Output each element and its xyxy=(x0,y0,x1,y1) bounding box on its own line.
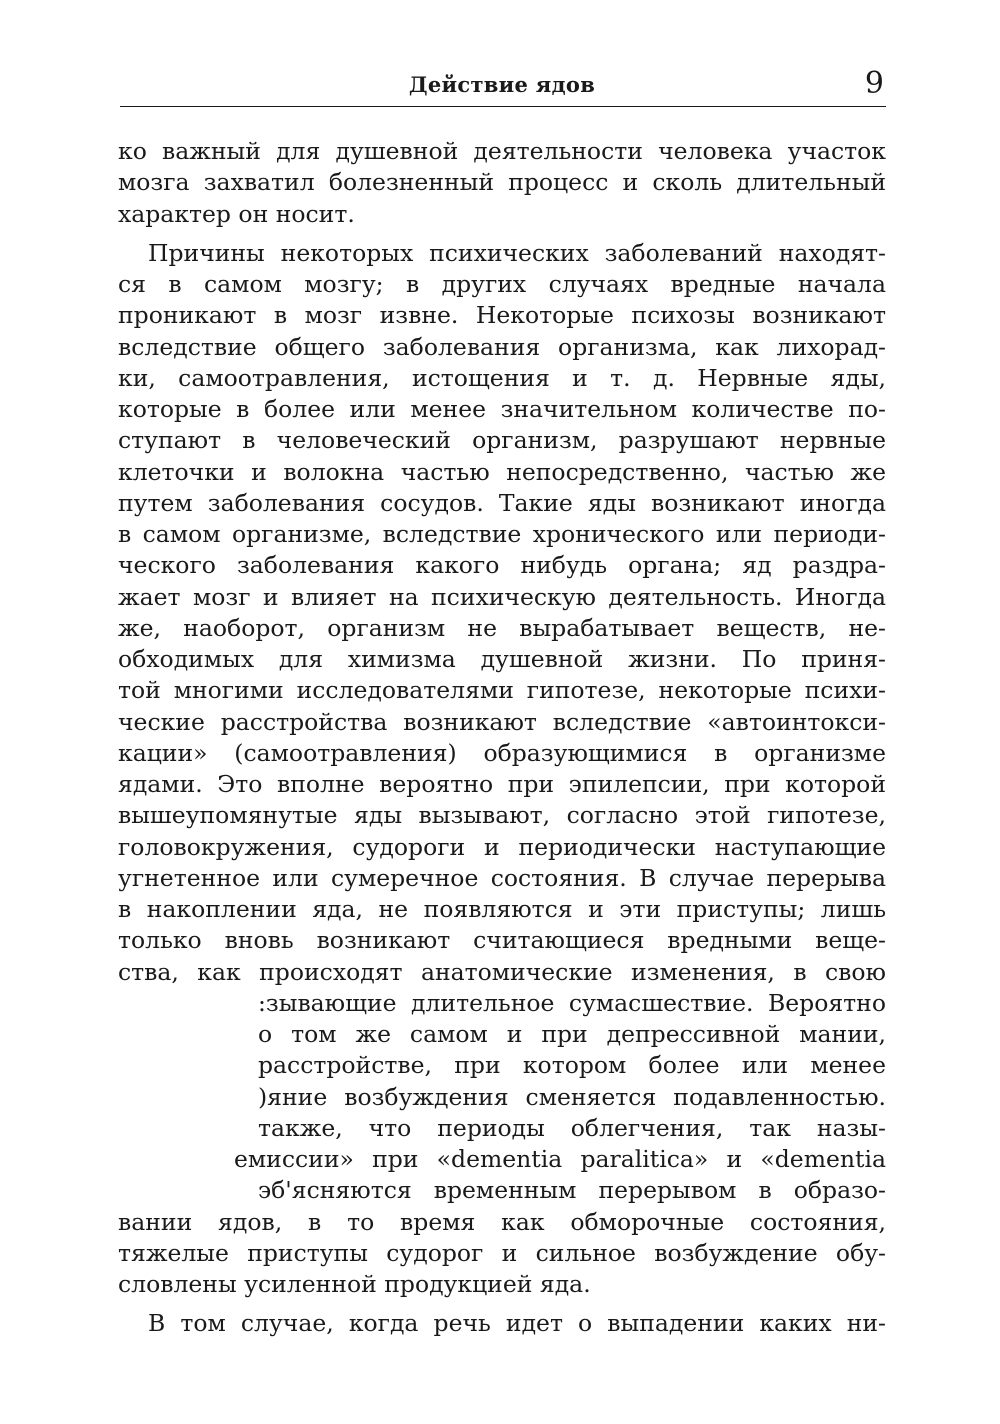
text-line: в накоплении яда, не появляются и эти приступы; лишь xyxy=(118,895,886,923)
text-line: ства, как происходят анатомические изменения, в свою xyxy=(118,957,886,986)
text-line-damaged: о том же самом и при депрессивной мании, xyxy=(258,1020,886,1048)
text-line: жает мозг и влияет на психическую деятельность. Иногда xyxy=(118,582,886,611)
text-line-damaged: эб'ясняются временным перерывом в образо- xyxy=(258,1176,886,1205)
text-line: проникают в мозг извне. Некоторые психозы возникают xyxy=(118,301,886,330)
text-line: Причины некоторых психических заболеваний находят- xyxy=(148,238,886,267)
text-line: словлены усиленной продукцией яда. xyxy=(118,1270,591,1298)
text-line: вышеупомянутые яды вызывают, согласно этой гипотезе, xyxy=(118,801,886,830)
text-line-damaged: также, что периоды облегчения, так назы- xyxy=(258,1113,886,1142)
text-line: кации» (самоотравления) образующимися в организме xyxy=(118,738,886,767)
text-line: характер он носит. xyxy=(118,199,355,228)
running-title: Действие ядов xyxy=(408,72,596,97)
text-line: в самом организме, вследствие хронического или периоди- xyxy=(118,520,886,548)
book-page xyxy=(118,62,886,1340)
text-line: ко важный для душевной деятельности человека участок xyxy=(118,137,886,165)
text-line: угнетенное или сумеречное состояния. В случае перерыва xyxy=(118,863,886,892)
text-line-damaged: :зывающие длительное сумасшествие. Вероятно xyxy=(258,988,886,1017)
page-number: 9 xyxy=(864,66,884,101)
text-line: ядами. Это вполне вероятно при эпилепсии, при которой xyxy=(118,770,886,798)
text-line: ки, самоотравления, истощения и т. д. Нервные яды, xyxy=(118,363,886,392)
text-line: вании ядов, в то время как обморочные состояния, xyxy=(118,1207,886,1236)
text-line: клеточки и волокна частью непосредственно, частью же xyxy=(118,457,886,486)
text-line: ческого заболевания какого нибудь органа; яд раздра- xyxy=(118,551,886,580)
text-line: В том случае, когда речь идет о выпадении каких ни- xyxy=(148,1309,886,1338)
text-line: ступают в человеческий организм, разрушают нервные xyxy=(118,426,886,455)
text-line: только вновь возникают считающиеся вредными веще- xyxy=(118,926,886,955)
text-line: той многими исследователями гипотезе, некоторые психи- xyxy=(118,676,886,705)
page-header xyxy=(118,62,886,108)
body-text xyxy=(118,136,886,1340)
text-line: головокружения, судороги и периодически наступающие xyxy=(118,832,886,861)
text-line-damaged: емиссии» при «dementia paralitica» и «dementia xyxy=(234,1145,886,1173)
text-line: путем заболевания сосудов. Такие яды возникают иногда xyxy=(118,488,886,517)
text-line: которые в более или менее значительном количестве по- xyxy=(118,395,886,423)
text-line: вследствие общего заболевания организма, как лихорад- xyxy=(118,332,886,361)
header-rule xyxy=(120,106,886,107)
paragraph-gap xyxy=(118,1300,886,1308)
text-line: обходимых для химизма душевной жизни. По приня- xyxy=(118,645,886,673)
paragraph-gap xyxy=(118,230,886,238)
text-line-damaged: расстройстве, при котором более или менее xyxy=(258,1051,886,1080)
text-line: же, наоборот, организм не вырабатывает веществ, не- xyxy=(118,613,886,642)
text-line-damaged: )яние возбуждения сменяется подавленностью. xyxy=(258,1082,886,1111)
text-line: ся в самом мозгу; в других случаях вредные начала xyxy=(118,270,886,298)
text-line: тяжелые приступы судорог и сильное возбуждение обу- xyxy=(118,1238,886,1267)
text-line: ческие расстройства возникают вследствие «автоинтокси- xyxy=(118,707,886,736)
text-line: мозга захватил болезненный процесс и сколь длительный xyxy=(118,168,886,197)
